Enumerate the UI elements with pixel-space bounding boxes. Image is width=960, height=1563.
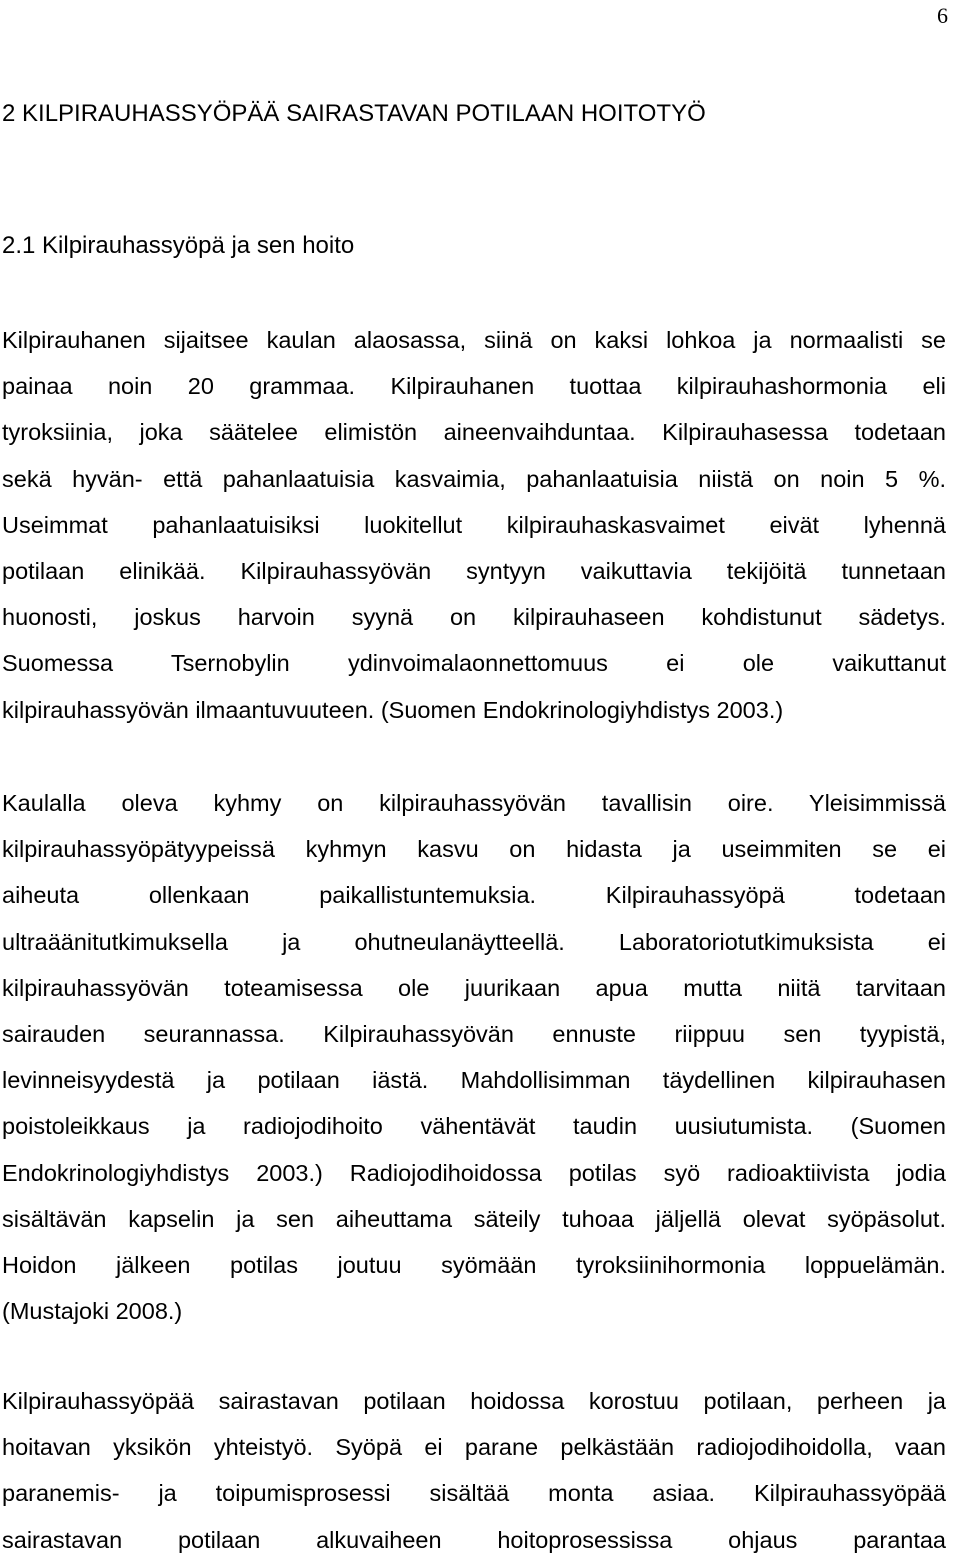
- text-line: potilaan elinikää. Kilpirauhassyövän syntyyn vaikuttavia tekijöitä tunnetaan: [2, 557, 946, 584]
- text-line: painaa noin 20 grammaa. Kilpirauhanen tuottaa kilpirauhashormonia eli: [2, 373, 946, 400]
- text-line: Endokrinologiyhdistys 2003.) Radiojodihoidossa potilas syö radioaktiivista jodia: [2, 1159, 946, 1186]
- text-line: hoitavan yksikön yhteistyö. Syöpä ei parane pelkästään radiojodihoidolla, vaan: [2, 1434, 946, 1461]
- chapter-heading: 2 KILPIRAUHASSYÖPÄÄ SAIRASTAVAN POTILAAN HOITOTYÖ: [2, 100, 706, 127]
- text-line: sisältävän kapselin ja sen aiheuttama säteily tuhoaa jäljellä olevat syöpäsolut.: [2, 1205, 946, 1232]
- page-number: 6: [937, 3, 948, 28]
- text-line: kilpirauhassyöpätyypeissä kyhmyn kasvu on hidasta ja useimmiten se ei: [2, 836, 946, 863]
- paragraph: [2, 780, 946, 1334]
- text-line: kilpirauhassyövän toteamisessa ole juurikaan apua mutta niitä tarvitaan: [2, 974, 946, 1001]
- text-line: Useimmat pahanlaatuisiksi luokitellut kilpirauhaskasvaimet eivät lyhennä: [2, 511, 946, 538]
- text-line: levinneisyydestä ja potilaan iästä. Mahdollisimman täydellinen kilpirauhasen: [2, 1067, 946, 1094]
- section-heading: 2.1 Kilpirauhassyöpä ja sen hoito: [2, 232, 355, 259]
- text-line: Kaulalla oleva kyhmy on kilpirauhassyövän tavallisin oire. Yleisimmissä: [2, 790, 946, 816]
- text-line: poistoleikkaus ja radiojodihoito vähentävät taudin uusiutumista. (Suomen: [2, 1113, 946, 1140]
- text-line: sairastavan potilaan alkuvaiheen hoitoprosessissa ohjaus parantaa: [2, 1526, 946, 1553]
- text-line: tyroksiinia, joka säätelee elimistön aineenvaihduntaa. Kilpirauhasessa todetaan: [2, 419, 946, 446]
- text-line: ultraäänitutkimuksella ja ohutneulanäytteellä. Laboratoriotutkimuksista ei: [2, 928, 946, 955]
- text-line: sekä hyvän- että pahanlaatuisia kasvaimia, pahanlaatuisia niistä on noin 5 %.: [2, 465, 946, 492]
- text-line: kilpirauhassyövän ilmaantuvuuteen. (Suomen Endokrinologiyhdistys 2003.): [2, 696, 784, 723]
- paragraph: [2, 1378, 946, 1563]
- text-line: Hoidon jälkeen potilas joutuu syömään tyroksiinihormonia loppuelämän.: [2, 1251, 946, 1278]
- text-line: Suomessa Tsernobylin ydinvoimalaonnettomuus ei ole vaikuttanut: [2, 650, 946, 677]
- text-line: (Mustajoki 2008.): [2, 1298, 183, 1325]
- text-line: sairauden seurannassa. Kilpirauhassyövän ennuste riippuu sen tyypistä,: [2, 1020, 946, 1047]
- text-line: Kilpirauhassyöpää sairastavan potilaan hoidossa korostuu potilaan, perheen ja: [2, 1388, 946, 1414]
- text-line: paranemis- ja toipumisprosessi sisältää monta asiaa. Kilpirauhassyöpää: [2, 1480, 946, 1507]
- text-line: Kilpirauhanen sijaitsee kaulan alaosassa, siinä on kaksi lohkoa ja normaalisti se: [2, 327, 946, 353]
- paragraph: [2, 317, 946, 733]
- text-line: aiheuta ollenkaan paikallistuntemuksia. Kilpirauhassyöpä todetaan: [2, 882, 946, 909]
- text-line: huonosti, joskus harvoin syynä on kilpirauhaseen kohdistunut sädetys.: [2, 604, 946, 631]
